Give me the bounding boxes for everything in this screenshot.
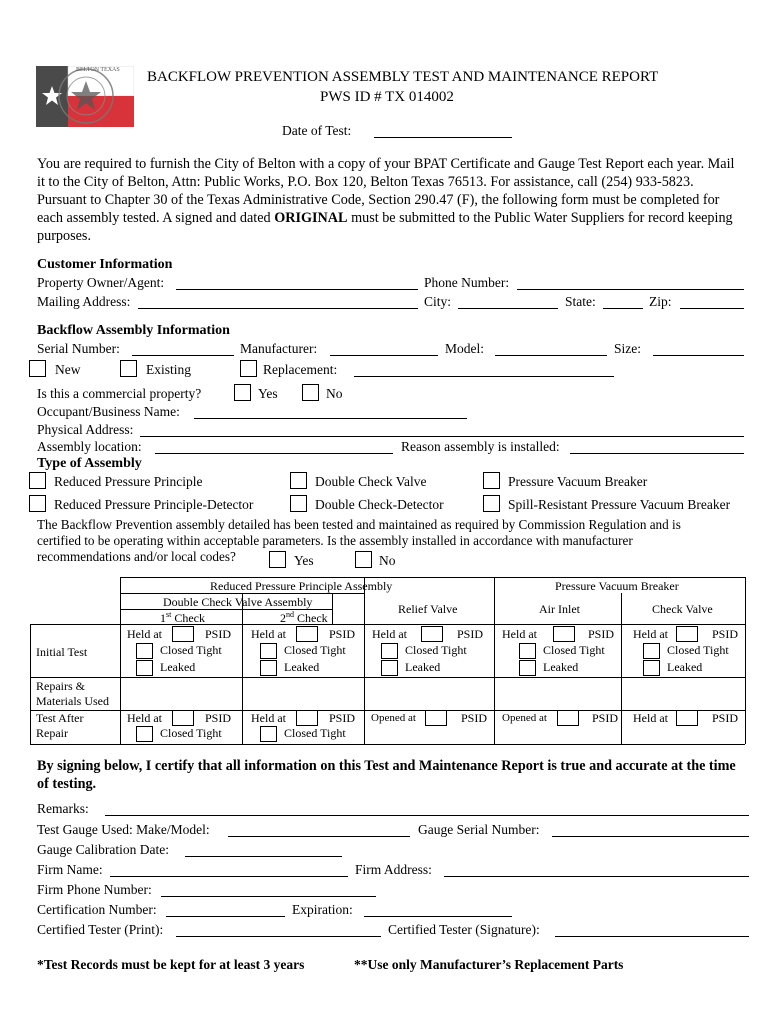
dcv-checkbox[interactable]	[290, 472, 307, 489]
state-label: State:	[565, 294, 596, 309]
firm-address-field[interactable]	[444, 876, 749, 877]
second-check-header: 2nd Check	[280, 610, 328, 625]
physical-label: Physical Address:	[37, 422, 134, 437]
occupant-label: Occupant/Business Name:	[37, 404, 180, 419]
check-header: Check Valve	[652, 602, 713, 616]
mailing-label: Mailing Address:	[37, 294, 131, 309]
dcd-checkbox[interactable]	[290, 495, 307, 512]
rppd-checkbox[interactable]	[29, 495, 46, 512]
remarks-label: Remarks:	[37, 801, 89, 816]
initial-col1-psid-input[interactable]	[172, 626, 194, 642]
phone-field[interactable]	[517, 289, 744, 290]
initial-col4-leaked-checkbox[interactable]	[519, 660, 536, 676]
phone-label: Phone Number:	[424, 275, 510, 290]
repairs-label-2: Materials Used	[36, 694, 109, 708]
reason-label: Reason assembly is installed:	[401, 439, 560, 454]
owner-label: Property Owner/Agent:	[37, 275, 165, 290]
compliance-no-checkbox[interactable]	[355, 551, 372, 568]
initial-col4-psid-input[interactable]	[553, 626, 575, 642]
initial-col1-leaked-checkbox[interactable]	[136, 660, 153, 676]
cert-number-field[interactable]	[166, 916, 285, 917]
reason-field[interactable]	[570, 453, 744, 454]
initial-col2-leaked-checkbox[interactable]	[260, 660, 277, 676]
location-label: Assembly location:	[37, 439, 142, 454]
commercial-no-label: No	[326, 386, 343, 401]
expiration-field[interactable]	[364, 916, 512, 917]
pvb-label: Pressure Vacuum Breaker	[508, 474, 648, 489]
gauge-label: Test Gauge Used: Make/Model:	[37, 822, 210, 837]
tester-print-field[interactable]	[176, 936, 381, 937]
owner-field[interactable]	[176, 289, 418, 290]
model-field[interactable]	[495, 355, 607, 356]
report-title: BACKFLOW PREVENTION ASSEMBLY TEST AND MAINTENANCE REPORT	[147, 69, 659, 85]
initial-col2-psid-input[interactable]	[296, 626, 318, 642]
zip-field[interactable]	[680, 308, 744, 309]
city-field[interactable]	[458, 308, 558, 309]
after-col5-psid-input[interactable]	[676, 710, 698, 726]
size-label: Size:	[614, 341, 641, 356]
rpa-header: Reduced Pressure Principle Assembly	[210, 579, 393, 593]
occupant-field[interactable]	[194, 418, 467, 419]
dcv-label: Double Check Valve	[315, 474, 427, 489]
new-checkbox[interactable]	[29, 360, 46, 377]
mailing-field[interactable]	[138, 308, 418, 309]
gauge-serial-field[interactable]	[552, 836, 749, 837]
commercial-yes-checkbox[interactable]	[234, 384, 251, 401]
remarks-field[interactable]	[105, 815, 749, 816]
rpp-checkbox[interactable]	[29, 472, 46, 489]
after-col1-psid-input[interactable]	[172, 710, 194, 726]
replacement-field[interactable]	[354, 376, 614, 377]
cert-number-label: Certification Number:	[37, 902, 157, 917]
existing-checkbox[interactable]	[120, 360, 137, 377]
footer-records-note: *Test Records must be kept for at least 3 years	[37, 957, 305, 972]
firm-phone-field[interactable]	[161, 896, 376, 897]
pvb-checkbox[interactable]	[483, 472, 500, 489]
gauge-field[interactable]	[228, 836, 410, 837]
type-heading: Type of Assembly	[37, 456, 142, 471]
after-col2-closed-checkbox[interactable]	[260, 726, 277, 742]
firm-phone-label: Firm Phone Number:	[37, 882, 152, 897]
after-label-1: Test After	[36, 711, 84, 725]
existing-label: Existing	[146, 362, 192, 377]
tester-signature-label: Certified Tester (Signature):	[388, 922, 540, 937]
initial-col5-closed-checkbox[interactable]	[643, 643, 660, 659]
initial-col5-leaked-checkbox[interactable]	[643, 660, 660, 676]
new-label: New	[55, 362, 81, 377]
after-col3-psid-input[interactable]	[425, 710, 447, 726]
commercial-no-checkbox[interactable]	[302, 384, 319, 401]
date-label: Date of Test:	[282, 123, 352, 138]
replacement-label: Replacement:	[263, 362, 338, 377]
rppd-label: Reduced Pressure Principle-Detector	[54, 497, 254, 512]
customer-heading: Customer Information	[37, 257, 173, 272]
rpp-label: Reduced Pressure Principle	[54, 474, 203, 489]
model-label: Model:	[445, 341, 484, 356]
manufacturer-label: Manufacturer:	[240, 341, 318, 356]
after-col4-psid-input[interactable]	[557, 710, 579, 726]
initial-col3-leaked-checkbox[interactable]	[381, 660, 398, 676]
firm-name-field[interactable]	[110, 876, 348, 877]
seal-text: BELTON TEXAS	[76, 67, 120, 73]
initial-test-label: Initial Test	[36, 645, 88, 659]
calibration-field[interactable]	[185, 856, 342, 857]
compliance-no-label: No	[379, 553, 396, 568]
zip-label: Zip:	[649, 294, 672, 309]
commercial-yes-label: Yes	[258, 386, 278, 401]
initial-col4-closed-checkbox[interactable]	[519, 643, 536, 659]
initial-col5-psid-input[interactable]	[676, 626, 698, 642]
pvb-header: Pressure Vacuum Breaker	[555, 579, 679, 593]
physical-field[interactable]	[140, 436, 744, 437]
compliance-yes-label: Yes	[294, 553, 314, 568]
relief-header: Relief Valve	[398, 602, 458, 616]
certify-statement: By signing below, I certify that all information on this Test and Maintenance Report is true and accurate at the time of testing.	[37, 758, 736, 792]
initial-col2-closed-checkbox[interactable]	[260, 643, 277, 659]
tester-signature-field[interactable]	[555, 936, 749, 937]
firm-name-label: Firm Name:	[37, 862, 103, 877]
repairs-label-1: Repairs &	[36, 679, 85, 693]
replacement-checkbox[interactable]	[240, 360, 257, 377]
intro-paragraph: You are required to furnish the City of Belton with a copy of your BPAT Certificate and Gauge Test Report each year. Mail it to the City of Belton, Attn: Public Works, P.O. Box 120, Belton Texas 76513. For assistance, call (254) 933-5823. Pursuant to Chapter 30 of the Texas Administrative Code, Section 290.47 (F), the following form must be completed for each assembly tested. A signed and dated ORIGINAL must be submitted to the Public Water Suppliers for record keeping purposes.	[37, 156, 735, 244]
state-field[interactable]	[603, 308, 643, 309]
gauge-serial-label: Gauge Serial Number:	[418, 822, 540, 837]
manufacturer-field[interactable]	[330, 355, 438, 356]
initial-col3-closed-checkbox[interactable]	[381, 643, 398, 659]
assembly-heading: Backflow Assembly Information	[37, 323, 230, 338]
initial-col3-psid-input[interactable]	[421, 626, 443, 642]
dcva-header: Double Check Valve Assembly	[163, 595, 313, 609]
size-field[interactable]	[653, 355, 744, 356]
first-check-header: 1st Check	[160, 610, 205, 625]
footer-parts-note: **Use only Manufacturer’s Replacement Parts	[354, 957, 624, 972]
commercial-label: Is this a commercial property?	[37, 386, 202, 401]
after-col1-closed-checkbox[interactable]	[136, 726, 153, 742]
srpvb-label: Spill-Resistant Pressure Vacuum Breaker	[508, 497, 731, 512]
dcd-label: Double Check-Detector	[315, 497, 444, 512]
serial-label: Serial Number:	[37, 341, 120, 356]
initial-col1-closed-checkbox[interactable]	[136, 643, 153, 659]
location-field[interactable]	[155, 453, 393, 454]
tester-print-label: Certified Tester (Print):	[37, 922, 164, 937]
firm-address-label: Firm Address:	[355, 862, 432, 877]
after-col2-psid-input[interactable]	[296, 710, 318, 726]
date-field[interactable]	[374, 137, 512, 138]
expiration-label: Expiration:	[292, 902, 353, 917]
compliance-statement: The Backflow Prevention assembly detailed has been tested and maintained as required by Commission Regulation and is certified to be operating within acceptable parameters. Is the assembly installed in accordance with manufacturer recommendations and/or local codes?	[37, 517, 681, 564]
srpvb-checkbox[interactable]	[483, 495, 500, 512]
city-label: City:	[424, 294, 452, 309]
compliance-yes-checkbox[interactable]	[269, 551, 286, 568]
city-seal-logo	[36, 66, 134, 127]
air-header: Air Inlet	[539, 602, 580, 616]
after-label-2: Repair	[36, 726, 68, 740]
calibration-label: Gauge Calibration Date:	[37, 842, 169, 857]
serial-field[interactable]	[132, 355, 234, 356]
pws-id: PWS ID # TX 014002	[320, 89, 454, 105]
